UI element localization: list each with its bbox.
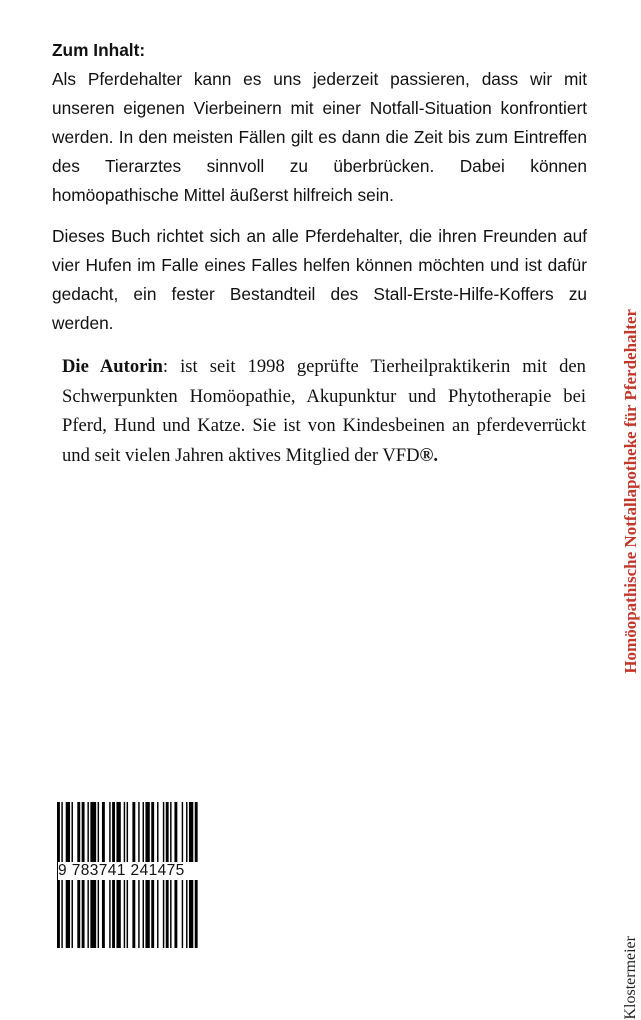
- spine-author-text: Klostermeier: [622, 936, 639, 1020]
- spine-author: [614, 760, 640, 1020]
- blurb-section: [52, 36, 587, 338]
- author-bio-label: Die Autorin: [62, 356, 163, 377]
- blurb-paragraph-2: Dieses Buch richtet sich an alle Pferdehalter, die ihren Freunden auf vier Hufen im Falle eines Falles helfen können möchten und ist dafür gedacht, ein fester Bestandteil des Stall-Erste-Hilfe-Koffers zu werden.: [52, 226, 587, 333]
- spine-title: [614, 0, 640, 680]
- registered-mark: ®.: [419, 444, 439, 466]
- blurb-paragraph-1: Als Pferdehalter kann es uns jederzeit passieren, dass wir mit unseren eigenen Vierbeinern mit einer Notfall-Situation konfrontiert werden. In den meisten Fällen gilt es dann die Zeit bis zum Eintreffen des Tierarztes sinnvoll zu überbrücken. Dabei können homöopathische Mittel äußerst hilfreich sein.: [52, 69, 587, 205]
- author-bio: [62, 352, 586, 470]
- spine-title-text: Homöopathische Notfallapotheke für Pferdehalter: [621, 309, 640, 674]
- isbn-number: 9 783741 241475: [58, 862, 198, 880]
- blurb-heading: Zum Inhalt:: [52, 40, 146, 60]
- author-bio-text: : ist seit 1998 geprüfte Tierheilpraktikerin mit den Schwerpunkten Homöopathie, Akupunktur und Phytotherapie bei Pferd, Hund und Katze. Sie ist von Kindesbeinen an pferdeverrückt und seit vielen Jahren aktives Mitglied der VFD: [62, 356, 586, 466]
